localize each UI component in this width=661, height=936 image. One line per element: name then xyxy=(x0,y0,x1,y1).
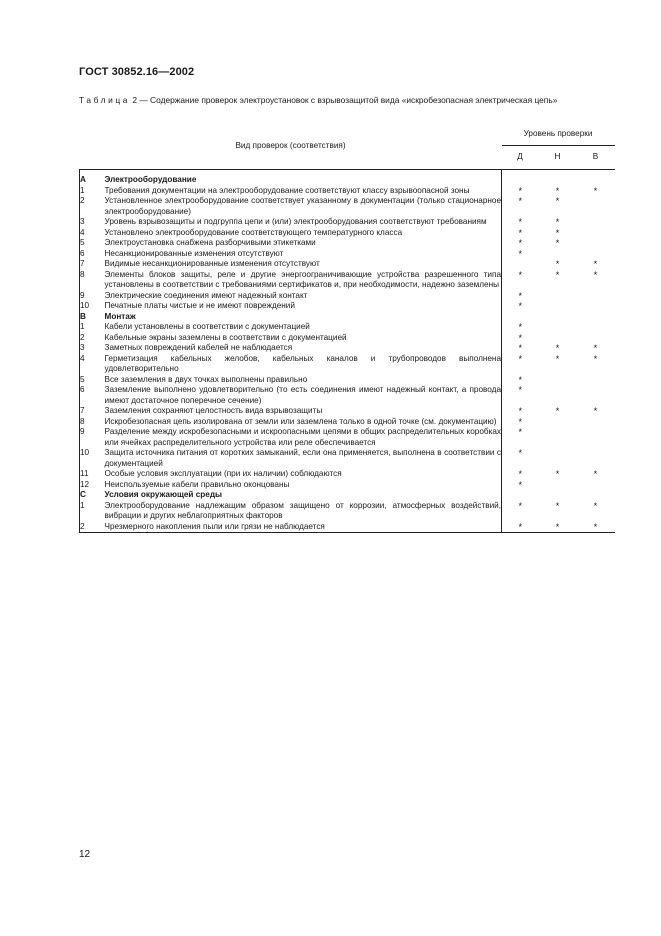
level-d-mark: * xyxy=(518,448,522,458)
level-n-mark xyxy=(539,448,577,469)
row-number: 11 xyxy=(80,469,105,480)
row-number: 1 xyxy=(80,322,105,333)
document-code: ГОСТ 30852.16—2002 xyxy=(79,66,195,78)
row-number: 5 xyxy=(80,375,105,386)
check-description: Электроустановка снабжена разборчивыми этикетками xyxy=(105,238,502,249)
table-row xyxy=(80,238,615,249)
level-n-mark xyxy=(539,385,577,406)
level-v-mark xyxy=(577,448,615,469)
check-description: Неиспользуемые кабели правильно оконцованы xyxy=(105,480,502,491)
section-row xyxy=(80,490,615,501)
table-row xyxy=(80,480,615,491)
check-description: Установлено электрооборудование соответствующего температурного класса xyxy=(105,228,502,239)
level-d-mark: * xyxy=(518,227,522,238)
table-row xyxy=(80,228,615,239)
table-row xyxy=(80,186,615,197)
level-v-mark xyxy=(577,375,615,386)
level-n-mark: * xyxy=(555,469,560,479)
column-header-check-type: Вид проверок (соответствия) xyxy=(80,123,502,170)
level-v-mark: * xyxy=(593,269,598,280)
table-row xyxy=(80,196,615,217)
level-v-mark xyxy=(577,480,615,491)
level-header-n: Н xyxy=(539,146,577,170)
level-d-mark: * xyxy=(518,322,522,332)
level-n-mark: * xyxy=(555,500,560,511)
row-number: 8 xyxy=(80,270,105,291)
level-n-mark xyxy=(539,333,577,344)
row-number: C xyxy=(80,490,105,501)
level-n-mark: * xyxy=(555,353,560,364)
check-description: Печатные платы чистые и не имеют повреждений xyxy=(105,301,502,312)
row-number: 5 xyxy=(80,238,105,249)
row-number: 3 xyxy=(80,343,105,354)
table-row xyxy=(80,343,615,354)
level-v-mark xyxy=(577,333,615,344)
row-number: 8 xyxy=(80,417,105,428)
level-n-mark xyxy=(539,312,577,323)
row-number: 10 xyxy=(80,448,105,469)
level-v-mark xyxy=(577,291,615,302)
level-d-mark: * xyxy=(518,238,522,248)
check-description: Заземление выполнено удовлетворительно (то есть соединения имеют надежный контакт, а провода имеют достаточное поперечное сечение) xyxy=(104,385,501,405)
level-v-mark xyxy=(577,249,615,260)
level-n-mark: * xyxy=(555,227,560,238)
level-n-mark: * xyxy=(555,238,560,248)
level-d-mark: * xyxy=(518,301,522,311)
row-number: 7 xyxy=(80,259,105,270)
check-description: Кабельные экраны заземлены в соответствии с документацией xyxy=(105,333,502,344)
level-v-mark: * xyxy=(593,469,598,479)
level-v-mark xyxy=(577,322,615,333)
check-description: Заземления сохраняют целостность вида взрывозащиты xyxy=(105,406,502,417)
level-d-mark: * xyxy=(518,374,522,385)
level-n-mark xyxy=(539,375,577,386)
row-number: 2 xyxy=(80,333,105,344)
table-row xyxy=(80,406,615,417)
level-v-mark xyxy=(577,196,615,217)
level-n-mark xyxy=(539,427,577,448)
level-v-mark xyxy=(577,427,615,448)
row-number: 3 xyxy=(80,217,105,228)
row-number: 1 xyxy=(80,186,105,197)
level-v-mark xyxy=(577,312,615,323)
level-n-mark: * xyxy=(555,196,560,206)
level-n-mark xyxy=(539,490,577,501)
level-d-mark: * xyxy=(518,500,522,511)
level-v-mark: * xyxy=(593,353,598,364)
table-row xyxy=(80,249,615,260)
check-description: Элементы блоков защиты, реле и другие энергоограничивающие устройства разрешенного типа установлены в соответствии с требованиями сертификатов и, при необходимости, надежно заземлены xyxy=(104,269,501,289)
level-n-mark xyxy=(539,480,577,491)
table-body xyxy=(80,170,615,533)
level-header-v: В xyxy=(577,146,615,170)
level-n-mark xyxy=(539,170,577,186)
level-n-mark xyxy=(539,249,577,260)
level-v-mark xyxy=(577,217,615,228)
level-v-mark xyxy=(577,238,615,249)
row-number: 9 xyxy=(80,427,105,448)
table-row xyxy=(80,469,615,480)
row-number: 7 xyxy=(80,406,105,417)
table-caption xyxy=(79,94,619,107)
check-description: Несанкционированные изменения отсутствуют xyxy=(105,249,502,260)
row-number: 4 xyxy=(80,354,105,375)
table-row xyxy=(80,270,615,291)
level-d-mark: * xyxy=(518,385,522,395)
row-number: 6 xyxy=(80,385,105,406)
section-title: Электрооборудование xyxy=(105,170,502,186)
level-n-mark: * xyxy=(555,185,560,196)
level-v-mark xyxy=(577,490,615,501)
level-v-mark xyxy=(577,417,615,428)
inspection-table xyxy=(79,123,615,533)
table-row xyxy=(80,501,615,522)
table-row xyxy=(80,291,615,302)
table-row xyxy=(80,448,615,469)
level-n-mark: * xyxy=(539,522,577,533)
level-v-mark: * xyxy=(593,343,598,353)
level-d-mark: * xyxy=(518,416,522,427)
row-number: 2 xyxy=(80,196,105,217)
column-header-check-level: Уровень проверки xyxy=(502,123,615,146)
level-n-mark: * xyxy=(555,343,560,353)
level-v-mark: * xyxy=(593,500,598,511)
table-row xyxy=(80,259,615,270)
row-number: 6 xyxy=(80,249,105,260)
caption-label: Таблица xyxy=(79,95,131,105)
level-v-mark: * xyxy=(593,259,598,269)
page-number: 12 xyxy=(79,849,91,860)
level-v-mark: * xyxy=(577,522,615,533)
level-d-mark: * xyxy=(518,332,522,343)
row-number: A xyxy=(80,170,105,186)
row-number: 10 xyxy=(80,301,105,312)
level-d-mark xyxy=(502,312,539,323)
level-v-mark: * xyxy=(593,406,598,416)
level-n-mark: * xyxy=(555,217,560,227)
row-number: 12 xyxy=(80,480,105,491)
level-d-mark: * xyxy=(518,185,522,196)
check-description: Все заземления в двух точках выполнены правильно xyxy=(105,375,502,386)
table-row xyxy=(80,333,615,344)
table-row xyxy=(80,322,615,333)
level-v-mark xyxy=(577,228,615,239)
check-description: Искробезопасная цепь изолирована от земли или заземлена только в одной точке (см. документацию) xyxy=(105,417,502,428)
level-d-mark: * xyxy=(518,290,522,301)
level-d-mark: * xyxy=(518,469,522,479)
level-n-mark: * xyxy=(555,269,560,280)
check-description: Чрезмерного накопления пыли или грязи не наблюдается xyxy=(105,522,502,533)
level-n-mark xyxy=(539,291,577,302)
row-number: 9 xyxy=(80,291,105,302)
table-row xyxy=(80,522,615,533)
table-row xyxy=(80,217,615,228)
table-row xyxy=(80,417,615,428)
check-description: Разделение между искробезопасными и искроопасными цепями в общих распределительных коробках или ячейках распределительного устройства или реле обеспечивается xyxy=(104,427,501,447)
row-number: 4 xyxy=(80,228,105,239)
table-row xyxy=(80,301,615,312)
check-description: Видимые несанкционированные изменения отсутствуют xyxy=(105,259,502,270)
section-title: Монтаж xyxy=(105,312,502,323)
check-description: Уровень взрывозащиты и подгруппа цепи и (или) электрооборудования соответствуют требованиям xyxy=(105,217,502,228)
table-row xyxy=(80,427,615,448)
table-row xyxy=(80,385,615,406)
level-v-mark: * xyxy=(593,185,598,196)
section-row xyxy=(80,312,615,323)
check-description: Защита источника питания от коротких замыканий, если она применяется, выполнена в соответствии с документацией xyxy=(104,448,501,468)
level-d-mark: * xyxy=(518,196,522,206)
table-row xyxy=(80,354,615,375)
level-d-mark: * xyxy=(518,269,522,280)
level-d-mark xyxy=(502,490,539,501)
level-d-mark: * xyxy=(518,479,522,490)
level-n-mark xyxy=(539,301,577,312)
row-number: 1 xyxy=(80,501,105,522)
check-description: Электрические соединения имеют надежный контакт xyxy=(105,291,502,302)
row-number: B xyxy=(80,312,105,323)
level-d-mark xyxy=(502,170,539,186)
check-description: Заметных повреждений кабелей не наблюдается xyxy=(105,343,502,354)
check-description: Электрооборудование надлежащим образом защищено от коррозии, атмосферных воздействий, вибрации и других неблагоприятных факторов xyxy=(104,500,501,520)
level-d-mark: * xyxy=(518,248,522,259)
level-d-mark: * xyxy=(518,406,522,416)
level-n-mark: * xyxy=(555,259,560,269)
section-row xyxy=(80,170,615,186)
level-n-mark: * xyxy=(555,406,560,416)
level-d-mark xyxy=(502,259,539,270)
check-description: Установленное электрооборудование соответствует указанному в документации (только стационарное электрооборудование) xyxy=(104,196,501,216)
check-description: Требования документации на электрооборудование соответствуют классу взрывоопасной зоны xyxy=(105,186,502,197)
check-description: Кабели установлены в соответствии с документацией xyxy=(105,322,502,333)
caption-text: 2 — Содержание проверок электроустановок с взрывозащитой вида «искробезопасная электрическая цепь» xyxy=(130,95,558,105)
level-v-mark xyxy=(577,170,615,186)
level-header-d: Д xyxy=(502,146,539,170)
level-n-mark xyxy=(539,417,577,428)
check-description: Герметизация кабельных желобов, кабельных каналов и трубопроводов выполнена удовлетворительно xyxy=(104,353,501,373)
level-d-mark: * xyxy=(518,353,522,364)
row-number: 2 xyxy=(80,522,105,533)
level-d-mark: * xyxy=(518,343,522,353)
section-title: Условия окружающей среды xyxy=(105,490,502,501)
level-n-mark xyxy=(539,322,577,333)
level-d-mark: * xyxy=(502,522,539,533)
level-v-mark xyxy=(577,301,615,312)
level-d-mark: * xyxy=(518,217,522,227)
table-row xyxy=(80,375,615,386)
check-description: Особые условия эксплуатации (при их наличии) соблюдаются xyxy=(105,469,502,480)
level-d-mark: * xyxy=(518,427,522,437)
level-v-mark xyxy=(577,385,615,406)
